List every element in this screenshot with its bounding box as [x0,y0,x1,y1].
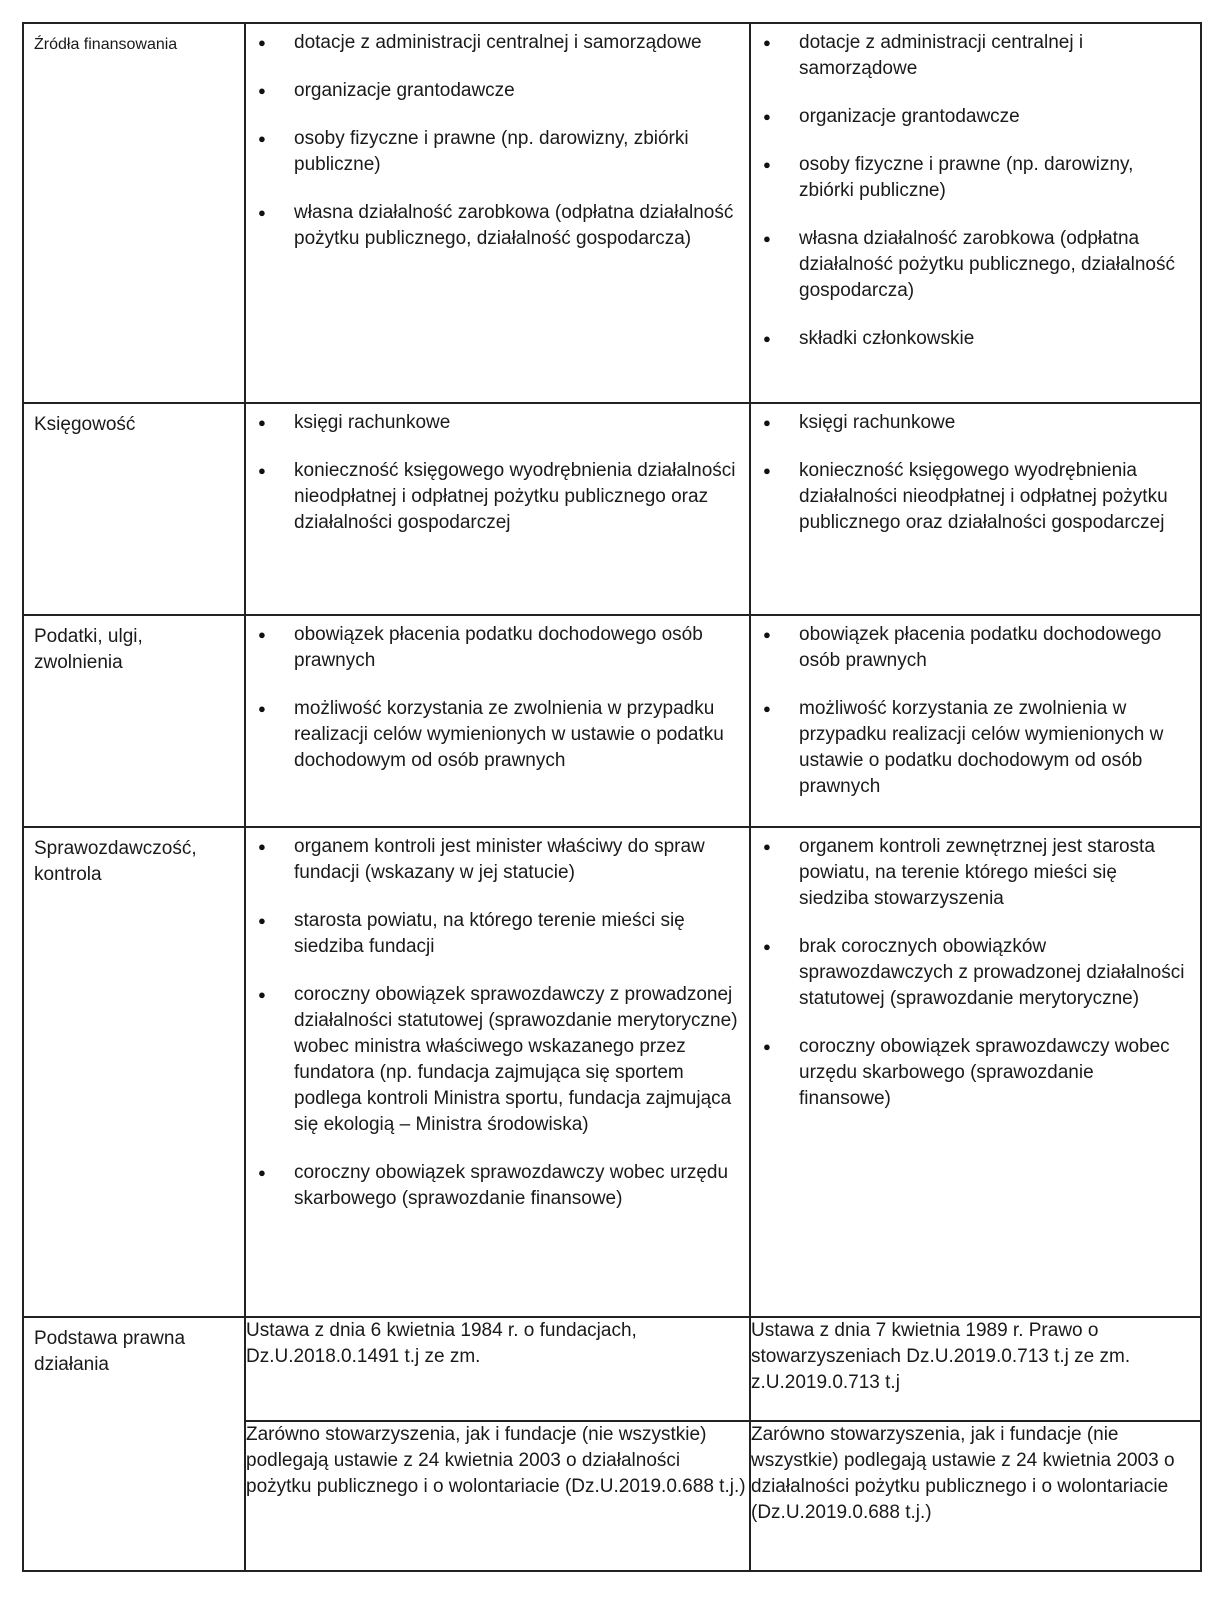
list-item: ● coroczny obowiązek sprawozdawczy wobec urzędu skarbowego (sprawozdanie finansowe) [759,1034,1190,1112]
table-row-financing [23,23,1201,403]
table-row-accounting [23,403,1201,615]
list-item: ● organizacje grantodawcze [759,104,1190,130]
comparison-table [22,22,1202,1572]
foundation-legal-basis-cell: Ustawa z dnia 6 kwietnia 1984 r. o fundacjach, Dz.U.2018.0.1491 t.j ze zm. [245,1317,750,1421]
list-item: ● coroczny obowiązek sprawozdawczy wobec urzędu skarbowego (sprawozdanie finansowe) [254,1160,739,1212]
list-item: ● obowiązek płacenia podatku dochodowego osób prawnych [254,622,739,674]
row-label-financing: Źródła finansowania [23,23,245,403]
row-label-reporting: Sprawozdawczość, kontrola [23,827,245,1317]
row-label-legal-basis: Podstawa prawna działania [23,1317,245,1571]
association-legal-note-cell: Zarówno stowarzyszenia, jak i fundacje (nie wszystkie) podlegają ustawie z 24 kwietnia 2003 o działalności pożytku publicznego i o wolontariacie (Dz.U.2019.0.688 t.j.) [750,1421,1201,1571]
list-item: ● osoby fizyczne i prawne (np. darowizny, zbiórki publiczne) [759,152,1190,204]
list-item: ● organem kontroli zewnętrznej jest starosta powiatu, na terenie którego mieści się siedziba stowarzyszenia [759,834,1190,912]
list-item: ● składki członkowskie [759,326,1190,352]
list-item: ● organizacje grantodawcze [254,78,739,104]
association-legal-basis-cell: Ustawa z dnia 7 kwietnia 1989 r. Prawo o stowarzyszeniach Dz.U.2019.0.713 t.j ze zm. z.U.2019.0.713 t.j [750,1317,1201,1421]
list-item: ● księgi rachunkowe [254,410,739,436]
list-item: ● organem kontroli jest minister właściwy do spraw fundacji (wskazany w jej statucie) [254,834,739,886]
list-item: ● własna działalność zarobkowa (odpłatna działalność pożytku publicznego, działalność gospodarcza) [759,226,1190,304]
association-taxes-list [751,616,1200,800]
row-label-accounting: Księgowość [23,403,245,615]
foundation-reporting-cell [245,827,750,1317]
table-row-reporting [23,827,1201,1317]
association-accounting-cell [750,403,1201,615]
list-item: ● coroczny obowiązek sprawozdawczy z prowadzonej działalności statutowej (sprawozdanie merytoryczne) wobec ministra właściwego wskazanego przez fundatora (np. fundacja zajmująca się sportem podlega kontroli Ministra sportu, fundacja zajmująca się ekologią – Ministra środowiska) [254,982,739,1138]
foundation-taxes-list [246,616,749,774]
list-item: ● własna działalność zarobkowa (odpłatna działalność pożytku publicznego, działalność gospodarcza) [254,200,739,252]
list-item: ● osoby fizyczne i prawne (np. darowizny, zbiórki publiczne) [254,126,739,178]
list-item: ● dotacje z administracji centralnej i samorządowe [254,30,739,56]
association-taxes-cell [750,615,1201,827]
foundation-accounting-cell [245,403,750,615]
foundation-financing-list [246,24,749,252]
association-reporting-list [751,828,1200,1112]
foundation-financing-cell [245,23,750,403]
list-item: ● obowiązek płacenia podatku dochodowego osób prawnych [759,622,1190,674]
list-item: ● starosta powiatu, na którego terenie mieści się siedziba fundacji [254,908,739,960]
association-accounting-list [751,404,1200,536]
table-row-legal-basis [23,1317,1201,1421]
list-item: ● konieczność księgowego wyodrębnienia działalności nieodpłatnej i odpłatnej pożytku publicznego oraz działalności gospodarczej [759,458,1190,536]
list-item: ● księgi rachunkowe [759,410,1190,436]
list-item: ● możliwość korzystania ze zwolnienia w przypadku realizacji celów wymienionych w ustawie o podatku dochodowym od osób prawnych [759,696,1190,800]
association-financing-cell [750,23,1201,403]
foundation-taxes-cell [245,615,750,827]
list-item: ● brak corocznych obowiązków sprawozdawczych z prowadzonej działalności statutowej (sprawozdanie merytoryczne) [759,934,1190,1012]
foundation-accounting-list [246,404,749,536]
list-item: ● konieczność księgowego wyodrębnienia działalności nieodpłatnej i odpłatnej pożytku publicznego oraz działalności gospodarczej [254,458,739,536]
table-row-taxes [23,615,1201,827]
foundation-legal-note-cell: Zarówno stowarzyszenia, jak i fundacje (nie wszystkie) podlegają ustawie z 24 kwietnia 2003 o działalności pożytku publicznego i o wolontariacie (Dz.U.2019.0.688 t.j.) [245,1421,750,1571]
association-reporting-cell [750,827,1201,1317]
foundation-reporting-list [246,828,749,1212]
association-financing-list [751,24,1200,352]
list-item: ● możliwość korzystania ze zwolnienia w przypadku realizacji celów wymienionych w ustawie o podatku dochodowym od osób prawnych [254,696,739,774]
list-item: ● dotacje z administracji centralnej i samorządowe [759,30,1190,82]
row-label-taxes: Podatki, ulgi, zwolnienia [23,615,245,827]
